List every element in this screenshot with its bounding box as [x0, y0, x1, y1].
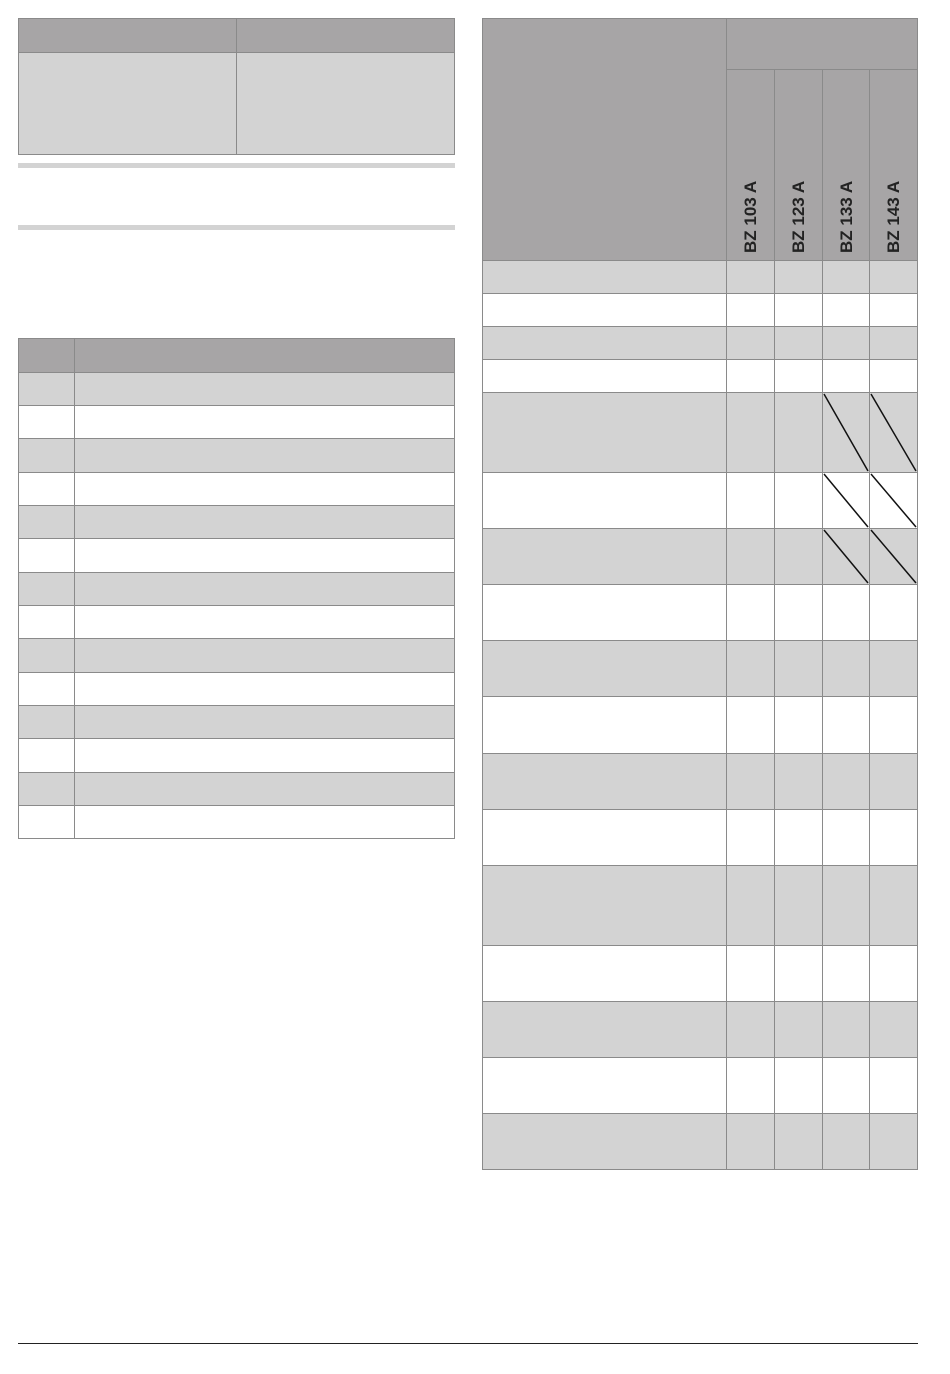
model-table-cell [482, 696, 727, 754]
model-table-cell [869, 584, 918, 641]
model-table-cell [774, 528, 823, 585]
index-table-cell [74, 572, 455, 606]
index-table-cell [18, 572, 75, 606]
index-table-cell [74, 705, 455, 739]
model-table-cell [822, 945, 870, 1002]
not-applicable-slash [869, 392, 918, 473]
model-table-cell [482, 528, 727, 585]
model-table-cell [726, 392, 775, 473]
model-table-cell [822, 260, 870, 294]
model-table-header-group [726, 18, 918, 70]
model-table-cell [822, 753, 870, 810]
index-table-cell [18, 638, 75, 673]
model-table-cell [482, 753, 727, 810]
index-table-cell [74, 605, 455, 639]
model-table-cell [482, 392, 727, 473]
model-table-cell [726, 753, 775, 810]
model-table-cell [726, 472, 775, 529]
model-table-cell [482, 865, 727, 946]
model-table-cell [869, 809, 918, 866]
model-table-cell [869, 326, 918, 360]
model-table-cell [482, 326, 727, 360]
index-table-cell [18, 438, 75, 473]
model-table-cell [774, 1057, 823, 1114]
model-table-cell [482, 584, 727, 641]
model-table-cell [774, 945, 823, 1002]
not-applicable-slash [822, 472, 870, 529]
model-table-cell [726, 809, 775, 866]
top-table-body-cell-1 [18, 52, 237, 155]
model-table-cell [726, 1057, 775, 1114]
index-table-cell [74, 805, 455, 839]
index-table-cell [74, 772, 455, 806]
model-table-cell [482, 260, 727, 294]
model-table-cell [774, 696, 823, 754]
model-table-cell [726, 640, 775, 697]
not-applicable-slash [869, 528, 918, 585]
model-table-cell [774, 865, 823, 946]
model-table-cell [822, 1001, 870, 1058]
model-table-cell [482, 1113, 727, 1170]
index-table-cell [74, 638, 455, 673]
model-table-cell [822, 640, 870, 697]
model-table-cell [726, 865, 775, 946]
not-applicable-slash [822, 392, 870, 473]
index-table-cell [18, 505, 75, 539]
model-table-cell [869, 1113, 918, 1170]
model-table-cell [774, 1001, 823, 1058]
top-table-header-cell-1 [18, 18, 237, 53]
model-table-header-feature [482, 18, 727, 261]
model-table-cell [482, 1001, 727, 1058]
model-table-cell [482, 472, 727, 529]
model-table-cell [482, 640, 727, 697]
model-table-cell [822, 584, 870, 641]
model-table-cell [822, 293, 870, 327]
not-applicable-slash [822, 528, 870, 585]
model-table-cell [869, 1001, 918, 1058]
model-table-cell [774, 640, 823, 697]
model-table-cell [774, 260, 823, 294]
model-column-header [774, 69, 823, 261]
model-table-cell [726, 359, 775, 393]
model-table-cell [822, 1057, 870, 1114]
model-table-cell [822, 865, 870, 946]
index-table-cell [18, 372, 75, 406]
model-table-cell [869, 260, 918, 294]
model-table-cell [869, 293, 918, 327]
model-table-cell [869, 696, 918, 754]
model-table-cell [869, 359, 918, 393]
model-table-cell [482, 293, 727, 327]
index-table-cell [18, 405, 75, 439]
model-table-cell [726, 528, 775, 585]
index-table-cell [18, 538, 75, 573]
model-table-cell [726, 260, 775, 294]
footer-rule [18, 1343, 918, 1344]
index-table-cell [18, 705, 75, 739]
top-table-body-cell-2 [236, 52, 455, 155]
index-table-header-description [74, 338, 455, 373]
index-table-cell [18, 605, 75, 639]
index-table-cell [18, 738, 75, 773]
model-table-cell [726, 293, 775, 327]
model-table-cell [822, 359, 870, 393]
model-table-cell [774, 472, 823, 529]
model-column-header [726, 69, 775, 261]
model-table-cell [774, 1113, 823, 1170]
model-table-cell [774, 326, 823, 360]
model-table-cell [869, 1057, 918, 1114]
index-table-cell [74, 505, 455, 539]
model-table-cell [726, 945, 775, 1002]
model-table-cell [482, 945, 727, 1002]
model-table-cell [726, 326, 775, 360]
model-table-cell [774, 809, 823, 866]
model-table-cell [774, 584, 823, 641]
model-table-cell [822, 809, 870, 866]
model-label-bz143a: BZ 143 A [884, 180, 903, 253]
model-table-cell [869, 640, 918, 697]
top-table-header-cell-2 [236, 18, 455, 53]
model-table-cell [774, 753, 823, 810]
model-table-cell [774, 392, 823, 473]
index-table-cell [74, 538, 455, 573]
model-table-cell [774, 359, 823, 393]
model-table-cell [774, 293, 823, 327]
index-table-cell [18, 805, 75, 839]
model-table-cell [822, 1113, 870, 1170]
model-table-cell [482, 359, 727, 393]
model-column-header [822, 69, 870, 261]
model-table-cell [726, 1001, 775, 1058]
model-label-bz123a: BZ 123 A [789, 180, 808, 253]
model-table-cell [822, 326, 870, 360]
model-table-cell [482, 809, 727, 866]
index-table-cell [74, 672, 455, 706]
index-table-cell [74, 405, 455, 439]
model-table-cell [482, 1057, 727, 1114]
model-table-cell [726, 584, 775, 641]
model-table-cell [822, 696, 870, 754]
divider-bar [18, 163, 455, 168]
index-table-cell [18, 472, 75, 506]
model-column-header [869, 69, 918, 261]
not-applicable-slash [869, 472, 918, 529]
model-table-cell [869, 753, 918, 810]
model-label-bz103a: BZ 103 A [741, 180, 760, 253]
index-table-cell [18, 672, 75, 706]
index-table-cell [74, 472, 455, 506]
divider-bar [18, 225, 455, 230]
model-table-cell [869, 865, 918, 946]
index-table-cell [74, 438, 455, 473]
model-table-cell [869, 945, 918, 1002]
model-table-cell [726, 696, 775, 754]
index-table-cell [18, 772, 75, 806]
index-table-cell [74, 372, 455, 406]
model-table-cell [726, 1113, 775, 1170]
index-table-header-number [18, 338, 75, 373]
index-table-cell [74, 738, 455, 773]
model-label-bz133a: BZ 133 A [837, 180, 856, 253]
